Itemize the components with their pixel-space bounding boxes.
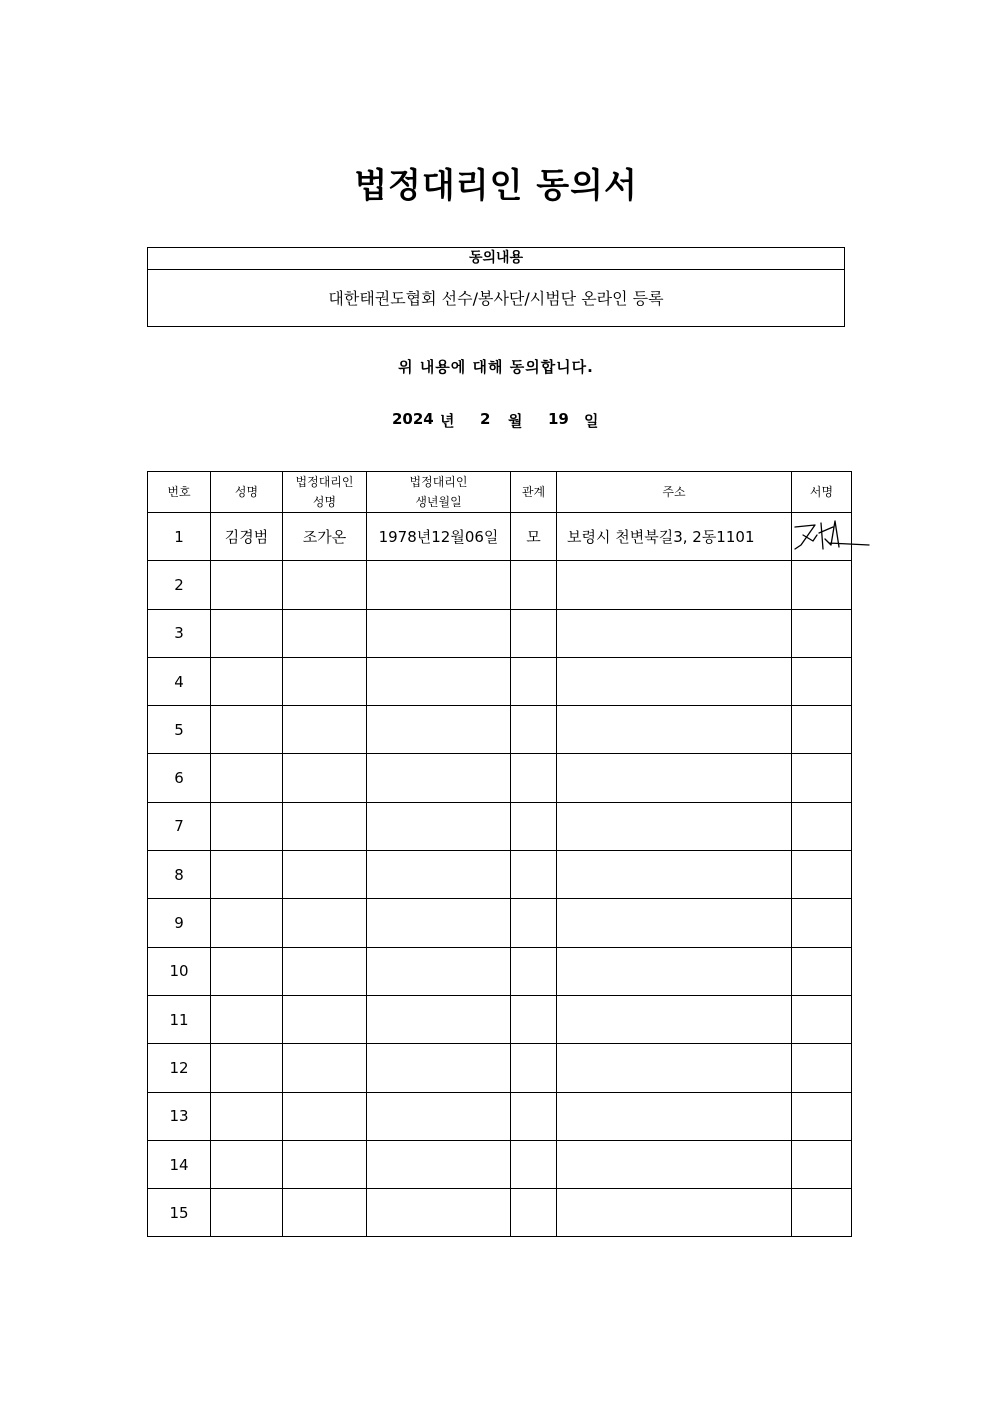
cell-no: 7: [148, 802, 211, 850]
cell-guardian-name: 조가온: [283, 513, 367, 561]
cell-signature: [792, 1044, 852, 1092]
cell-name: [211, 1044, 283, 1092]
cell-guardian-birth: [367, 947, 511, 995]
cell-no: 9: [148, 899, 211, 947]
cell-name: [211, 657, 283, 705]
cell-signature: [792, 947, 852, 995]
cell-guardian-birth: [367, 851, 511, 899]
cell-guardian-name: [283, 899, 367, 947]
cell-no: 2: [148, 561, 211, 609]
cell-name: [211, 947, 283, 995]
cell-name: [211, 995, 283, 1043]
cell-guardian-birth: [367, 754, 511, 802]
cell-no: 10: [148, 947, 211, 995]
cell-relation: [511, 1189, 557, 1237]
cell-signature: [792, 609, 852, 657]
cell-signature: [792, 657, 852, 705]
cell-address: [557, 947, 792, 995]
cell-address: [557, 899, 792, 947]
cell-name: [211, 1092, 283, 1140]
date-day: 19: [548, 410, 569, 428]
cell-guardian-name: [283, 609, 367, 657]
cell-relation: [511, 561, 557, 609]
date-day-unit: 일: [584, 412, 599, 430]
cell-no: 6: [148, 754, 211, 802]
cell-relation: [511, 657, 557, 705]
cell-address: [557, 995, 792, 1043]
consent-content: 대한태권도협회 선수/봉사단/시범단 온라인 등록: [328, 289, 664, 308]
cell-relation: [511, 899, 557, 947]
cell-address: [557, 1092, 792, 1140]
cell-address: [557, 1189, 792, 1237]
cell-address: [557, 706, 792, 754]
cell-guardian-birth: [367, 1044, 511, 1092]
cell-signature: [792, 706, 852, 754]
table-row: [148, 899, 852, 947]
cell-address: [557, 802, 792, 850]
cell-guardian-name: [283, 1092, 367, 1140]
header-guardian-name-line1: 법정대리인: [295, 475, 354, 489]
cell-signature: [792, 995, 852, 1043]
cell-name: [211, 754, 283, 802]
cell-address: [557, 657, 792, 705]
cell-guardian-birth: [367, 561, 511, 609]
header-guardian-birth-line2: 생년월일: [415, 495, 462, 509]
cell-relation: 모: [511, 513, 557, 561]
cell-address: 보령시 천변북길3, 2동1101: [557, 513, 792, 561]
cell-relation: [511, 1092, 557, 1140]
cell-guardian-birth: 1978년12월06일: [367, 513, 511, 561]
cell-relation: [511, 802, 557, 850]
header-relation: 관계: [511, 472, 557, 513]
cell-name: [211, 899, 283, 947]
cell-name: [211, 1189, 283, 1237]
cell-no: 13: [148, 1092, 211, 1140]
cell-relation: [511, 706, 557, 754]
cell-guardian-name: [283, 706, 367, 754]
cell-guardian-birth: [367, 995, 511, 1043]
cell-no: 8: [148, 851, 211, 899]
handwritten-signature: [789, 515, 871, 559]
cell-relation: [511, 1044, 557, 1092]
cell-guardian-birth: [367, 1189, 511, 1237]
date-month-unit: 월: [508, 412, 523, 430]
cell-name: [211, 1140, 283, 1188]
cell-guardian-name: [283, 1189, 367, 1237]
cell-name: [211, 609, 283, 657]
table-row: [148, 1140, 852, 1188]
cell-signature: [792, 561, 852, 609]
cell-guardian-birth: [367, 657, 511, 705]
cell-guardian-name: [283, 1044, 367, 1092]
cell-no: 4: [148, 657, 211, 705]
cell-signature: [792, 1092, 852, 1140]
cell-guardian-name: [283, 947, 367, 995]
cell-guardian-name: [283, 657, 367, 705]
cell-guardian-name: [283, 851, 367, 899]
cell-guardian-name: [283, 754, 367, 802]
cell-relation: [511, 851, 557, 899]
table-row: [148, 754, 852, 802]
document-title: 법정대리인 동의서: [354, 166, 638, 206]
header-address: 주소: [557, 472, 792, 513]
cell-address: [557, 561, 792, 609]
cell-no: 11: [148, 995, 211, 1043]
date-year-unit: 년: [440, 412, 455, 430]
cell-address: [557, 1140, 792, 1188]
cell-relation: [511, 995, 557, 1043]
cell-address: [557, 1044, 792, 1092]
cell-relation: [511, 754, 557, 802]
table-row: [148, 706, 852, 754]
cell-guardian-birth: [367, 899, 511, 947]
table-row: [148, 513, 852, 561]
cell-no: 5: [148, 706, 211, 754]
cell-name: [211, 706, 283, 754]
table-row: [148, 802, 852, 850]
cell-signature: [792, 1189, 852, 1237]
cell-address: [557, 609, 792, 657]
consent-header: 동의내용: [148, 248, 844, 270]
agreement-statement: 위 내용에 대해 동의합니다.: [398, 358, 594, 376]
cell-no: 15: [148, 1189, 211, 1237]
cell-signature: [792, 802, 852, 850]
cell-name: [211, 851, 283, 899]
table-row: [148, 851, 852, 899]
date-month: 2: [480, 410, 491, 428]
cell-relation: [511, 1140, 557, 1188]
cell-relation: [511, 947, 557, 995]
cell-relation: [511, 609, 557, 657]
cell-name: [211, 561, 283, 609]
table-row: [148, 561, 852, 609]
guardian-table: [147, 471, 852, 1237]
cell-no: 3: [148, 609, 211, 657]
table-header-row: [148, 472, 852, 513]
table-row: [148, 1044, 852, 1092]
table-row: [148, 995, 852, 1043]
header-no: 번호: [148, 472, 211, 513]
cell-guardian-birth: [367, 706, 511, 754]
cell-guardian-birth: [367, 1092, 511, 1140]
header-guardian-name-line2: 성명: [312, 495, 337, 509]
cell-signature: [792, 899, 852, 947]
date-year: 2024: [392, 410, 434, 428]
cell-signature: [792, 513, 852, 561]
table-row: [148, 1189, 852, 1237]
cell-guardian-birth: [367, 1140, 511, 1188]
table-row: [148, 657, 852, 705]
cell-no: 1: [148, 513, 211, 561]
table-row: [148, 1092, 852, 1140]
cell-guardian-name: [283, 1140, 367, 1188]
header-guardian-birth: [367, 472, 511, 513]
consent-box: [147, 247, 845, 327]
cell-no: 14: [148, 1140, 211, 1188]
cell-name: 김경범: [211, 513, 283, 561]
cell-guardian-name: [283, 561, 367, 609]
cell-guardian-name: [283, 802, 367, 850]
cell-signature: [792, 1140, 852, 1188]
cell-address: [557, 754, 792, 802]
header-guardian-name: [283, 472, 367, 513]
cell-signature: [792, 851, 852, 899]
cell-name: [211, 802, 283, 850]
header-signature: 서명: [792, 472, 852, 513]
cell-guardian-name: [283, 995, 367, 1043]
header-name: 성명: [211, 472, 283, 513]
table-row: [148, 609, 852, 657]
cell-signature: [792, 754, 852, 802]
cell-address: [557, 851, 792, 899]
cell-guardian-birth: [367, 609, 511, 657]
header-guardian-birth-line1: 법정대리인: [409, 475, 468, 489]
table-row: [148, 947, 852, 995]
cell-no: 12: [148, 1044, 211, 1092]
cell-guardian-birth: [367, 802, 511, 850]
